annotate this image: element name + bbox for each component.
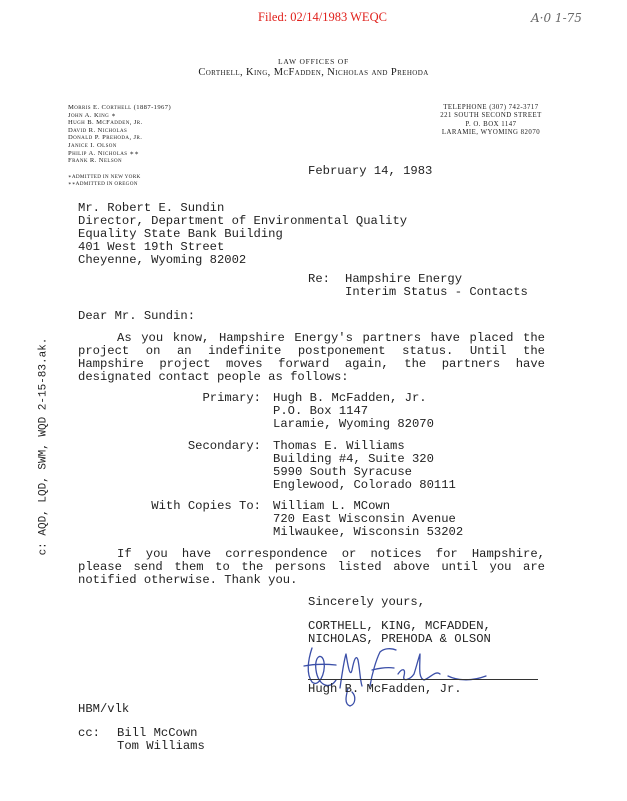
body-paragraph-1: As you know, Hampshire Energy's partners have placed the project on an indefinite postponement status. Until the Hampshire project moves forward again, the partners have designated contact people as follows: — [78, 331, 545, 384]
re-label: Re: — [308, 272, 330, 286]
contact-line: Milwaukee, Wisconsin 53202 — [273, 525, 464, 539]
re-line: Interim Status - Contacts — [345, 285, 528, 299]
typist-initials: HBM/vlk — [78, 702, 130, 716]
contact-line: Hugh B. McFadden, Jr. — [273, 391, 427, 405]
law-offices-label: LAW OFFICES OF — [278, 57, 349, 66]
telephone: TELEPHONE (307) 742-3717 — [443, 104, 539, 111]
partner-name: Janice I. Olson — [68, 141, 117, 149]
cc-list — [117, 727, 205, 753]
letter-date: February 14, 1983 — [308, 164, 433, 178]
signer-name: Hugh B. McFadden, Jr. — [308, 682, 462, 696]
re-subject — [345, 273, 528, 299]
recipient-line: Cheyenne, Wyoming 82002 — [78, 253, 247, 267]
contact-line: Thomas E. Williams — [273, 439, 405, 453]
handwritten-signature — [300, 630, 500, 710]
salutation: Dear Mr. Sundin: — [78, 309, 196, 323]
cc-recipient: Tom Williams — [117, 739, 205, 753]
recipient-line: 401 West 19th Street — [78, 240, 225, 254]
firm-signature-line: CORTHELL, KING, MCFADDEN, — [308, 619, 491, 633]
body-paragraph-2: If you have correspondence or notices for Hampshire, please send them to the persons listed above until you are notified otherwise. Thank you. — [78, 547, 545, 587]
recipient-line: Mr. Robert E. Sundin — [78, 201, 225, 215]
partner-name: John A. King ∗ — [68, 111, 117, 119]
contact-line: 5990 South Syracuse — [273, 465, 412, 479]
firm-signature-line: NICHOLAS, PREHODA & OLSON — [308, 632, 491, 646]
partner-name: Donald P. Prehoda, Jr. — [68, 134, 143, 142]
recipient-line: Equality State Bank Building — [78, 227, 283, 241]
contact-line: Laramie, Wyoming 82070 — [273, 417, 434, 431]
partner-name: Philip A. Nicholas ∗∗ — [68, 149, 140, 157]
street-address: 221 SOUTH SECOND STREET — [440, 112, 542, 120]
handwritten-note: A·0 1-75 — [531, 11, 582, 25]
closing: Sincerely yours, — [308, 595, 426, 609]
partner-name: David R. Nicholas — [68, 126, 128, 134]
contact-line: Building #4, Suite 320 — [273, 452, 434, 466]
re-line: Hampshire Energy — [345, 272, 463, 286]
admission-note: ∗∗ADMITTED IN OREGON — [68, 180, 138, 187]
partner-name: Frank R. Nelson — [68, 157, 123, 165]
contact-line: Englewood, Colorado 80111 — [273, 478, 456, 492]
recipient-line: Director, Department of Environmental Quality — [78, 214, 408, 228]
city-state: LARAMIE, WYOMING 82070 — [441, 129, 541, 137]
contact-secondary — [273, 440, 456, 492]
cc-label: cc: — [78, 726, 100, 740]
partner-list — [68, 104, 171, 165]
po-box: P. O. BOX 1147 — [465, 120, 517, 128]
recipient-address — [78, 202, 407, 267]
contact-copies — [273, 500, 463, 539]
signature-line — [308, 679, 538, 680]
contact-label-secondary: Secondary: — [187, 439, 261, 453]
contact-line: P.O. Box 1147 — [273, 404, 369, 418]
cc-recipient: Bill McCown — [117, 726, 198, 740]
firm-contact — [425, 104, 557, 138]
contact-line: 720 East Wisconsin Avenue — [273, 512, 456, 526]
contact-label-copies: With Copies To: — [151, 499, 261, 513]
firm-name: Corthell, King, McFadden, Nicholas and Prehoda — [198, 67, 429, 78]
admission-note: ∗ADMITTED IN NEW YORK — [68, 174, 141, 180]
contact-label-primary: Primary: — [202, 391, 261, 405]
contact-primary — [273, 392, 434, 431]
admission-notes — [68, 174, 141, 187]
contact-line: William L. MCown — [273, 499, 391, 513]
filed-stamp: Filed: 02/14/1983 WEQC — [258, 10, 387, 24]
partner-name: Hugh B. McFadden, Jr. — [68, 119, 143, 127]
margin-distribution-note: c: AQD, LQD, SWM, WQD 2-15-83.ak. — [37, 337, 50, 556]
partner-name: Morris E. Corthell (1887-1967) — [68, 104, 172, 111]
